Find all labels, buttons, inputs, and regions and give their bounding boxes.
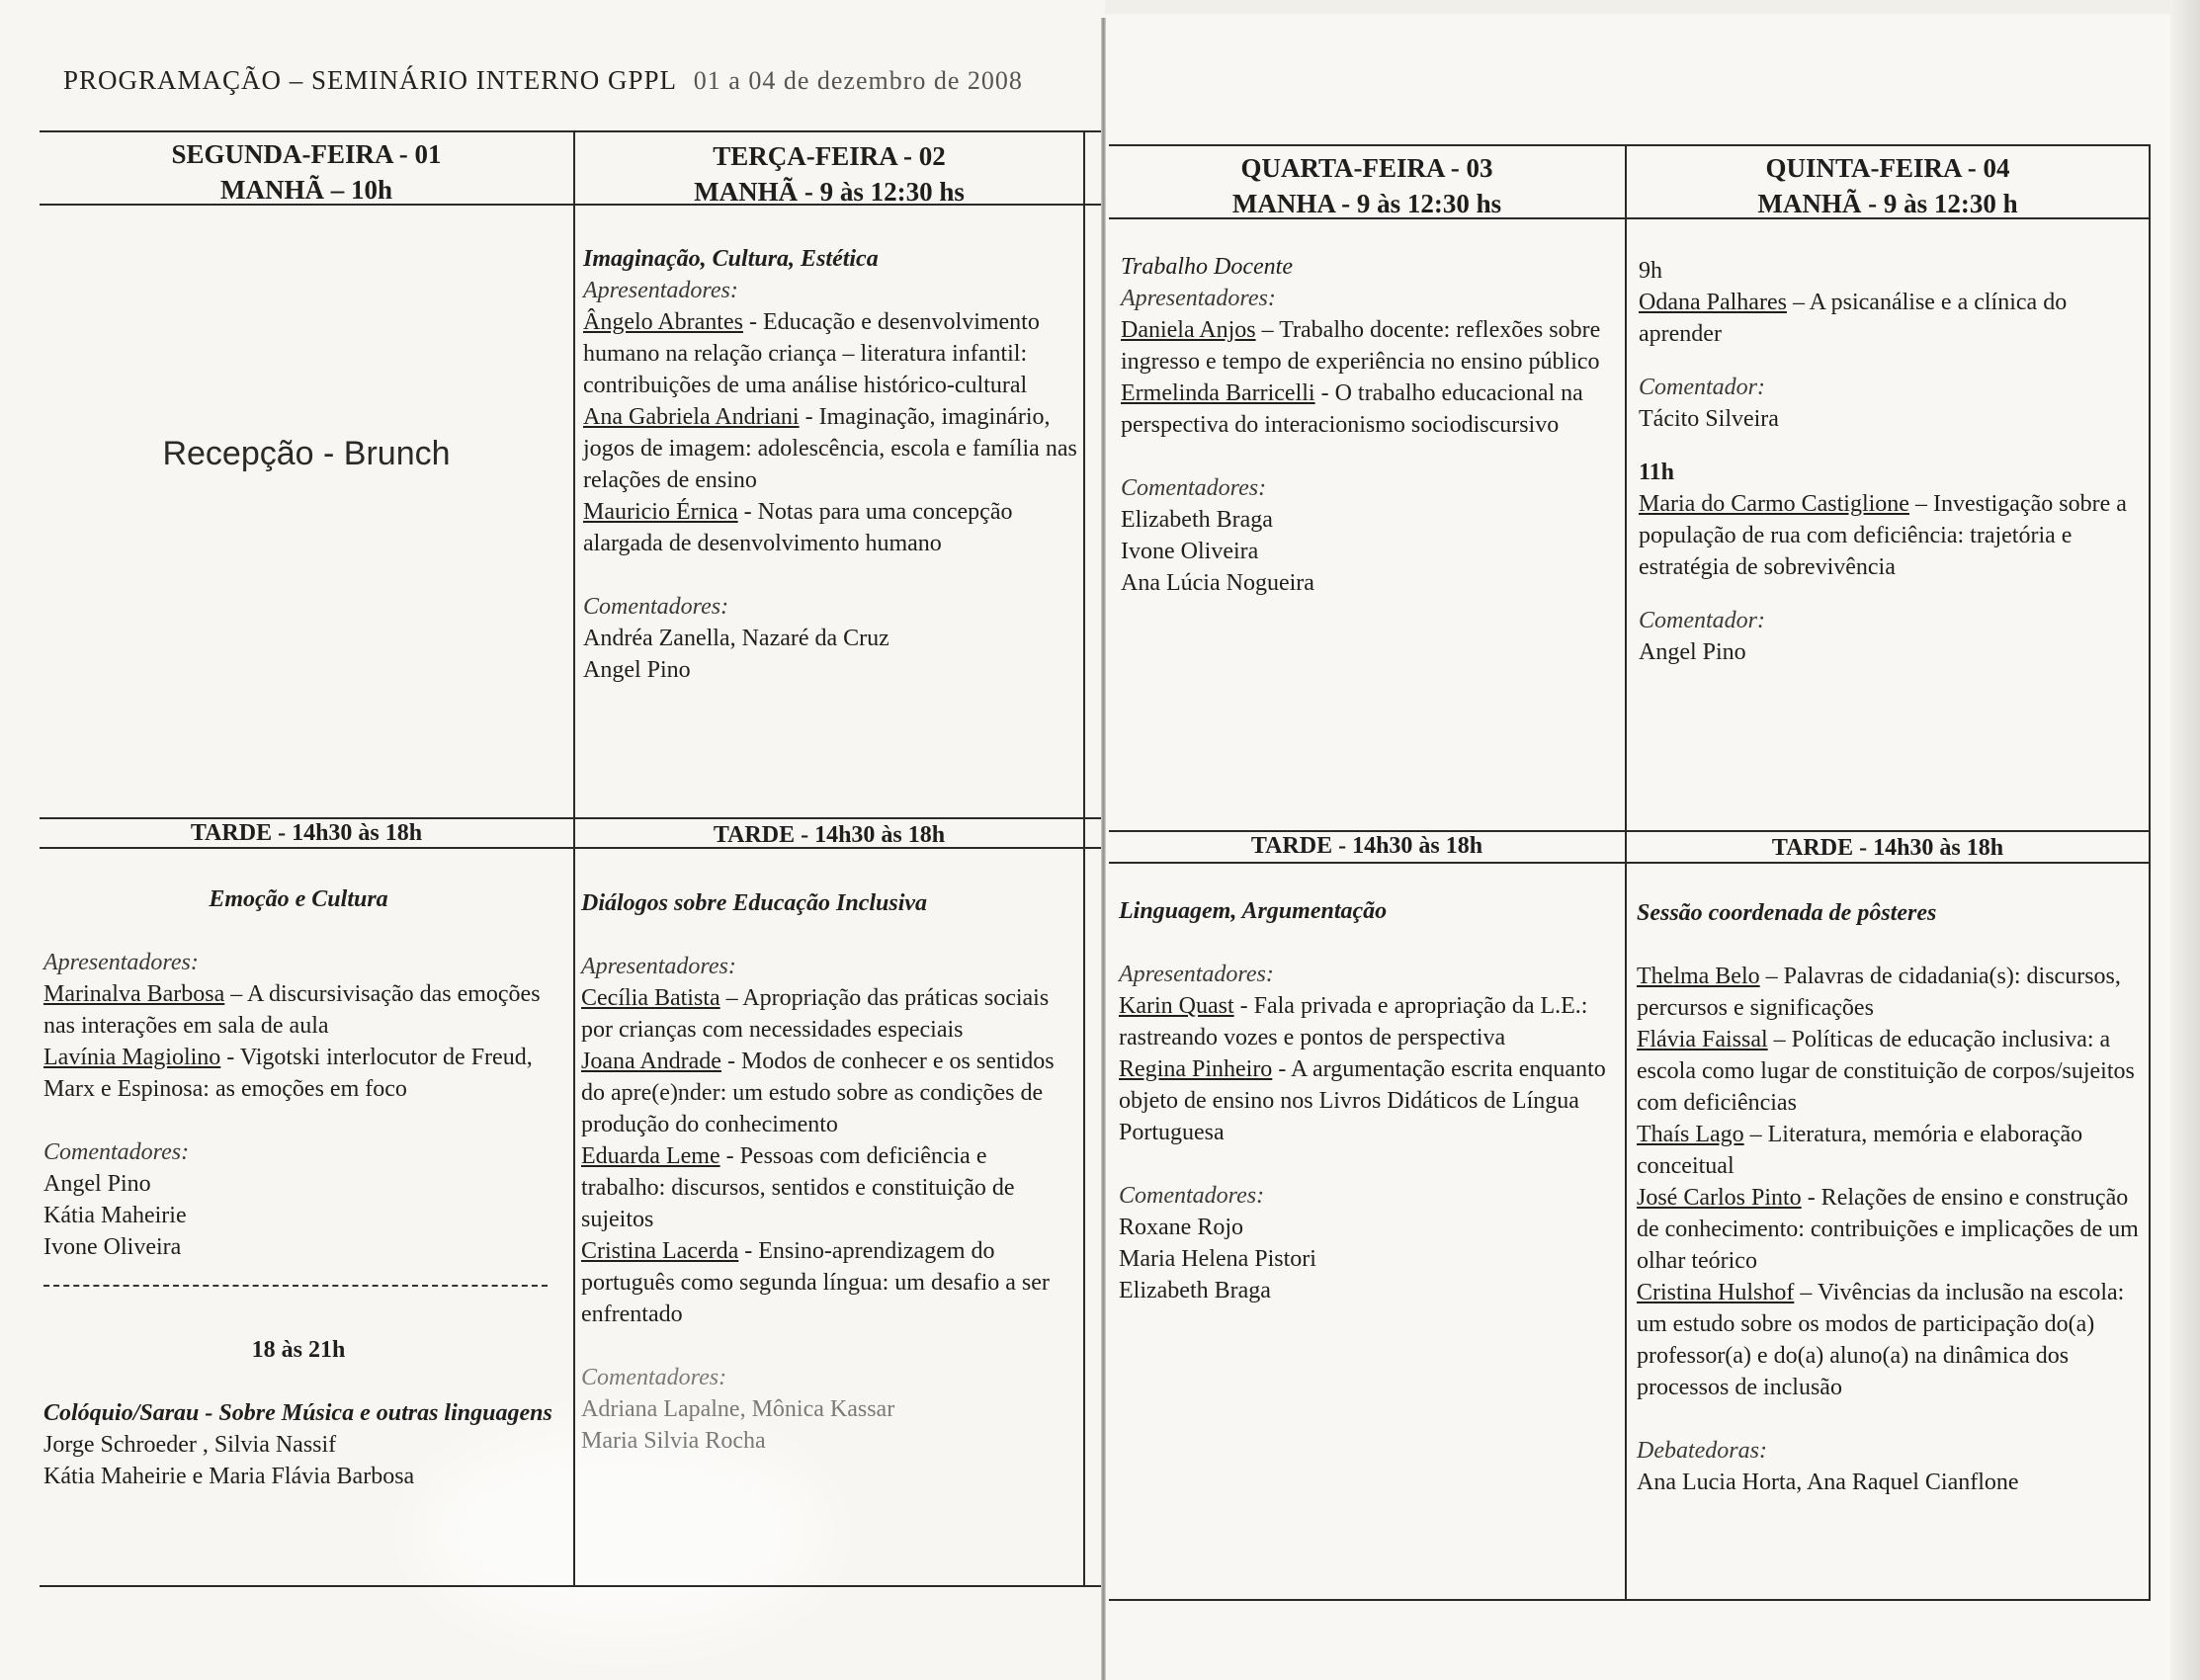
commentator: Ana Lúcia Nogueira — [1121, 570, 1314, 596]
wednesday-morning-session — [1121, 251, 1619, 599]
poster-item — [1637, 1277, 2143, 1403]
poster-title: – Vivências da inclusão na escola: um estudo sobre os modos de participação do(a) professor(a) e do(a) aluno(a) na dinâmica dos processos de inclusão — [1637, 1280, 2125, 1400]
monday-evening-session — [43, 1334, 553, 1492]
page-edge — [2170, 0, 2200, 1680]
presenter-name: Thaís Lago — [1637, 1122, 1744, 1147]
tuesday-morning-session — [583, 243, 1077, 686]
presentation-title: – Apropriação das práticas sociais por crianças com necessidades especiais — [581, 985, 1050, 1043]
monday-morning-event: Recepção - Brunch — [162, 435, 451, 472]
day-header-wednesday — [1113, 150, 1621, 221]
afternoon-time-tuesday: TARDE - 14h30 às 18h — [713, 822, 946, 848]
table-bottom-right — [1109, 1599, 2151, 1601]
presentation-item — [583, 401, 1077, 496]
commentator: Elizabeth Braga — [1119, 1278, 1271, 1303]
presenter-name: Thelma Belo — [1637, 964, 1760, 989]
dashed-divider — [43, 1285, 548, 1287]
time-slot: 11h — [1639, 460, 1675, 485]
commentator-label: Comentador: — [1639, 375, 1765, 400]
commentator: Angel Pino — [43, 1171, 151, 1197]
col-divider-1 — [573, 130, 575, 1587]
commentator: Maria Silvia Rocha — [581, 1428, 766, 1454]
presenter-name: Odana Palhares — [1639, 290, 1787, 315]
presentation-title: - Vigotski interlocutor de Freud, Marx e Espinosa: as emoções em foco — [43, 1045, 533, 1102]
presentation-title: - Notas para uma concepção alargada de desenvolvimento humano — [583, 499, 1013, 556]
table-top-border-left — [40, 130, 1101, 132]
presenters-label: Apresentadores: — [581, 954, 736, 979]
tarde-top-left — [40, 817, 1101, 819]
presenter-name: José Carlos Pinto — [1637, 1185, 1802, 1211]
presenter-name: Eduarda Leme — [581, 1143, 720, 1169]
presentation-title: - Imaginação, imaginário, jogos de imagem: adolescência, escola e família nas relações de ensino — [583, 404, 1077, 493]
day-name: QUINTA-FEIRA - 04 — [1765, 153, 2010, 183]
tuesday-afternoon-session — [581, 887, 1075, 1457]
presentation-title: – A psicanálise e a clínica do aprender — [1639, 290, 2068, 347]
presentation-item — [43, 1042, 553, 1105]
table-top-border-right — [1109, 144, 2151, 146]
thursday-afternoon-session — [1637, 897, 2143, 1498]
presentation-title: - Pessoas com deficiência e trabalho: discursos, sentidos e constituição de sujeitos — [581, 1143, 1015, 1232]
commentator: Angel Pino — [1639, 639, 1746, 665]
presenter-name: Maria do Carmo Castiglione — [1639, 491, 1909, 517]
col-divider-3 — [1625, 144, 1627, 1601]
presenter-name: Ana Gabriela Andriani — [583, 404, 800, 430]
presentation-title: – Investigação sobre a população de rua com deficiência: trajetória e estratégia de sobrevivência — [1639, 491, 2127, 580]
presentation-item — [1119, 990, 1619, 1053]
presenter-name: Cristina Hulshof — [1637, 1280, 1795, 1305]
commentators-label: Comentadores: — [43, 1139, 190, 1165]
presentation-item — [581, 1046, 1075, 1140]
presentation-item — [1121, 314, 1619, 378]
presenters-label: Apresentadores: — [1121, 286, 1276, 311]
presentation-item — [1639, 287, 2143, 350]
presenters-label: Apresentadores: — [43, 950, 199, 975]
presenter-name: Karin Quast — [1119, 993, 1234, 1019]
session-title: Diálogos sobre Educação Inclusiva — [581, 890, 928, 916]
presentation-item — [583, 306, 1077, 401]
poster-item — [1637, 961, 2143, 1024]
presentation-title: – Trabalho docente: reflexões sobre ingresso e tempo de experiência no ensino público — [1121, 317, 1601, 375]
session-title: Linguagem, Argumentação — [1119, 898, 1388, 924]
commentator: Andréa Zanella, Nazaré da Cruz — [583, 626, 889, 651]
commentator: Ivone Oliveira — [1121, 539, 1259, 564]
presenter-name: Flávia Faissal — [1637, 1027, 1768, 1052]
presentation-item — [581, 1140, 1075, 1235]
table-right-border — [2149, 144, 2151, 1601]
poster-title: – Literatura, memória e elaboração conceitual — [1637, 1122, 2083, 1179]
thursday-morning-session — [1639, 255, 2143, 668]
poster-item — [1637, 1182, 2143, 1277]
morning-time: MANHÃ – 10h — [220, 175, 392, 205]
morning-time: MANHA - 9 às 12:30 hs — [1231, 189, 1502, 218]
page-fold — [1101, 18, 1106, 1680]
poster-title: – Palavras de cidadania(s): discursos, percursos e significações — [1637, 964, 2121, 1021]
presenter-name: Lavínia Magiolino — [43, 1045, 221, 1070]
day-header-tuesday — [579, 138, 1079, 210]
commentator: Roxane Rojo — [1119, 1215, 1243, 1240]
presentation-title: - Ensino-aprendizagem do português como segunda língua: um desafio a ser enfrentado — [581, 1238, 1050, 1327]
commentator-label: Comentador: — [1639, 608, 1765, 633]
presentation-title: - Educação e desenvolvimento humano na relação criança – literatura infantil: contribuições de uma análise histórico-cultural — [583, 309, 1040, 398]
day-name: TERÇA-FEIRA - 02 — [713, 141, 946, 171]
commentators-label: Comentadores: — [1119, 1183, 1265, 1209]
presentation-title: – A discursivisação das emoções nas interações em sala de aula — [43, 981, 541, 1039]
presentation-item — [583, 496, 1077, 559]
table-bottom-left — [40, 1585, 1101, 1587]
poster-title: - Relações de ensino e construção de conhecimento: contribuições e implicações de um olhar teórico — [1637, 1185, 2139, 1274]
poster-title: – Políticas de educação inclusiva: a escola como lugar de constituição de corpos/sujeitos com deficiências — [1637, 1027, 2135, 1116]
page-title — [63, 65, 1023, 96]
debaters: Ana Lucia Horta, Ana Raquel Cianflone — [1637, 1470, 2019, 1495]
col-divider-left-edge — [1083, 130, 1085, 1587]
presentation-title: - O trabalho educacional na perspectiva do interacionismo sociodiscursivo — [1121, 380, 1583, 438]
presenters-label: Apresentadores: — [583, 278, 738, 303]
commentator: Angel Pino — [583, 657, 691, 683]
evening-session-title: Colóquio/Sarau - Sobre Música e outras linguagens — [43, 1400, 552, 1426]
commentator: Tácito Silveira — [1639, 406, 1779, 432]
presenter-name: Ermelinda Barricelli — [1121, 380, 1315, 406]
session-title: Sessão coordenada de pôsteres — [1637, 900, 1937, 926]
presenter-name: Cecília Batista — [581, 985, 720, 1011]
session-title: Emoção e Cultura — [209, 886, 388, 912]
presenter-name: Joana Andrade — [581, 1049, 721, 1074]
evening-participants: Jorge Schroeder , Silvia Nassif — [43, 1432, 337, 1458]
date-range: 01 a 04 de dezembro de 2008 — [693, 66, 1023, 95]
commentators-label: Comentadores: — [581, 1365, 727, 1390]
morning-time: MANHÃ - 9 às 12:30 h — [1757, 189, 2018, 218]
presenter-name: Cristina Lacerda — [581, 1238, 739, 1264]
commentator: Ivone Oliveira — [43, 1234, 182, 1260]
debaters-label: Debatedoras: — [1637, 1438, 1767, 1464]
presenter-name: Daniela Anjos — [1121, 317, 1256, 343]
presentation-item — [43, 978, 553, 1042]
day-name: SEGUNDA-FEIRA - 01 — [171, 139, 442, 169]
commentators-label: Comentadores: — [1121, 475, 1267, 501]
session-title: Imaginação, Cultura, Estética — [583, 246, 879, 272]
afternoon-time-thursday: TARDE - 14h30 às 18h — [1771, 835, 2004, 861]
presentation-item — [581, 1235, 1075, 1330]
monday-afternoon-session — [43, 883, 553, 1263]
wednesday-afternoon-session — [1119, 895, 1619, 1306]
title-text: PROGRAMAÇÃO – SEMINÁRIO INTERNO GPPL — [63, 65, 677, 95]
evening-time: 18 às 21h — [251, 1337, 346, 1363]
presentation-item — [1121, 378, 1619, 441]
day-name: QUARTA-FEIRA - 03 — [1240, 153, 1493, 183]
tarde-bottom-right — [1109, 862, 2151, 864]
afternoon-time-wednesday: TARDE - 14h30 às 18h — [1250, 833, 1483, 859]
evening-participants: Kátia Maheirie e Maria Flávia Barbosa — [43, 1464, 415, 1489]
presenter-name: Marinalva Barbosa — [43, 981, 225, 1007]
session-title: Trabalho Docente — [1121, 254, 1293, 280]
afternoon-time-monday: TARDE - 14h30 às 18h — [190, 820, 423, 846]
day-header-monday — [43, 136, 569, 208]
tarde-top-right — [1109, 830, 2151, 832]
presentation-item — [581, 982, 1075, 1046]
presenter-name: Mauricio Érnica — [583, 499, 738, 525]
commentator: Maria Helena Pistori — [1119, 1246, 1316, 1272]
time-slot: 9h — [1639, 258, 1662, 284]
commentator: Adriana Lapalne, Mônica Kassar — [581, 1396, 895, 1422]
poster-item — [1637, 1024, 2143, 1119]
presentation-item — [1119, 1053, 1619, 1148]
commentators-label: Comentadores: — [583, 594, 729, 620]
presenter-name: Ângelo Abrantes — [583, 309, 743, 335]
presentation-title: - Modos de conhecer e os sentidos do apre(e)nder: um estudo sobre as condições de produção do conhecimento — [581, 1049, 1055, 1137]
presenters-label: Apresentadores: — [1119, 962, 1274, 987]
presenter-name: Regina Pinheiro — [1119, 1056, 1273, 1082]
commentator: Kátia Maheirie — [43, 1203, 187, 1228]
morning-time: MANHÃ - 9 às 12:30 hs — [694, 177, 965, 207]
presentation-item — [1639, 488, 2143, 583]
commentator: Elizabeth Braga — [1121, 507, 1273, 533]
presentation-title: - A argumentação escrita enquanto objeto de ensino nos Livros Didáticos de Língua Portuguesa — [1119, 1056, 1606, 1145]
poster-item — [1637, 1119, 2143, 1182]
presentation-title: - Fala privada e apropriação da L.E.: rastreando vozes e pontos de perspectiva — [1119, 993, 1588, 1050]
day-header-thursday — [1631, 150, 2145, 221]
